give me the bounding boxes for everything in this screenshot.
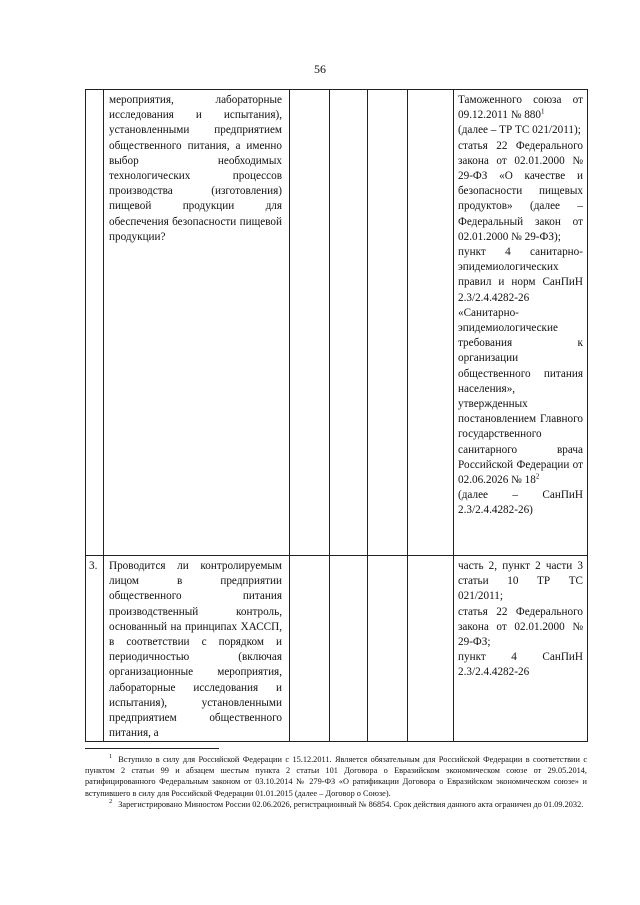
- reference-line: пункт 4 санитарно-эпидемиологических правил и норм СанПиН 2.3/2.4.4282-26 «Санитарно-эпидемиологические требования к организации общественного питания населения», утвержденных постановлением Главного государственного санитарного врача Российской Федерации от 02.06.2026 № $18^2$: [458, 246, 583, 487]
- answer-no-cell: [330, 556, 368, 742]
- row-number: 3.: [86, 556, 104, 742]
- footnote-text: Зарегистрировано Минюстом России 02.06.2026, регистрационный № 86854. Срок действия данного акта ограничен до 01.09.2032.: [118, 799, 584, 809]
- question-text: мероприятия, лабораторные исследования и испытания), установленными предприятием общественного питания, а именно выбор необходимых технологических процессов производства (изготовления) пищевой продукции для обеспечения безопасности пищевой продукции?: [104, 90, 290, 556]
- legal-reference: [454, 90, 588, 556]
- footnotes: [85, 754, 587, 810]
- legal-reference: [454, 556, 588, 742]
- reference-line: Таможенного союза от 09.12.2011 № $880^1$: [458, 94, 583, 122]
- table-row: [86, 90, 588, 556]
- footnote-mark: 2: [109, 798, 113, 806]
- footnote: [85, 754, 587, 799]
- footnote-text: Вступило в силу для Российской Федерации с 15.12.2011. Является обязательным для Российской Федерации в соответствии с пунктом 2 статьи 99 и абзацем шестым пункта 2 статьи 101 Договора о Евразийском экономическом союзе от 29.05.2014, ратифицированного Федеральным законом от 03.10.2014 № 279-ФЗ «О ратификации Договора о Евразийском экономическом союзе» и вступившего в силу для Российской Федерации 01.01.2015 (далее – Договор о Союзе).: [85, 755, 587, 798]
- footnote: [85, 799, 587, 810]
- reference-line: часть 2, пункт 2 части 3 статьи 10 ТР ТС 021/2011;: [458, 560, 583, 603]
- reference-line: пункт 4 СанПиН 2.3/2.4.4282-26: [458, 651, 583, 679]
- answer-na-cell: [368, 556, 408, 742]
- checklist-table: [85, 89, 588, 742]
- answer-na-cell: [368, 90, 408, 556]
- page-number: 56: [314, 62, 326, 76]
- reference-line: (далее – СанПиН 2.3/2.4.4282-26): [458, 489, 583, 517]
- note-cell: [408, 556, 454, 742]
- answer-no-cell: [330, 90, 368, 556]
- reference-line: статья 22 Федерального закона от 02.01.2000 № 29-ФЗ;: [458, 605, 583, 649]
- footnote-ref: 1: [540, 107, 545, 116]
- table-row: [86, 556, 588, 742]
- note-cell: [408, 90, 454, 556]
- footnote-ref: 2: [535, 472, 540, 481]
- question-text: Проводится ли контролируемым лицом в предприятии общественного питания производственный контроль, основанный на принципах ХАССП, в соответствии с порядком и периодичностью (включая организационные мероприятия, лабораторные исследования и испытания), установленными предприятием общественного питания, а: [104, 556, 290, 742]
- footnote-divider: [85, 748, 219, 749]
- reference-line: (далее – ТР ТС 021/2011);: [458, 124, 581, 137]
- answer-yes-cell: [290, 90, 330, 556]
- footnote-mark: 1: [109, 753, 113, 761]
- reference-line: статья 22 Федерального закона от 02.01.2000 № 29-ФЗ «О качестве и безопасности пищевых продуктов» (далее – Федеральный закон от 02.01.2000 № 29-ФЗ);: [458, 139, 583, 243]
- answer-yes-cell: [290, 556, 330, 742]
- row-number: [86, 90, 104, 556]
